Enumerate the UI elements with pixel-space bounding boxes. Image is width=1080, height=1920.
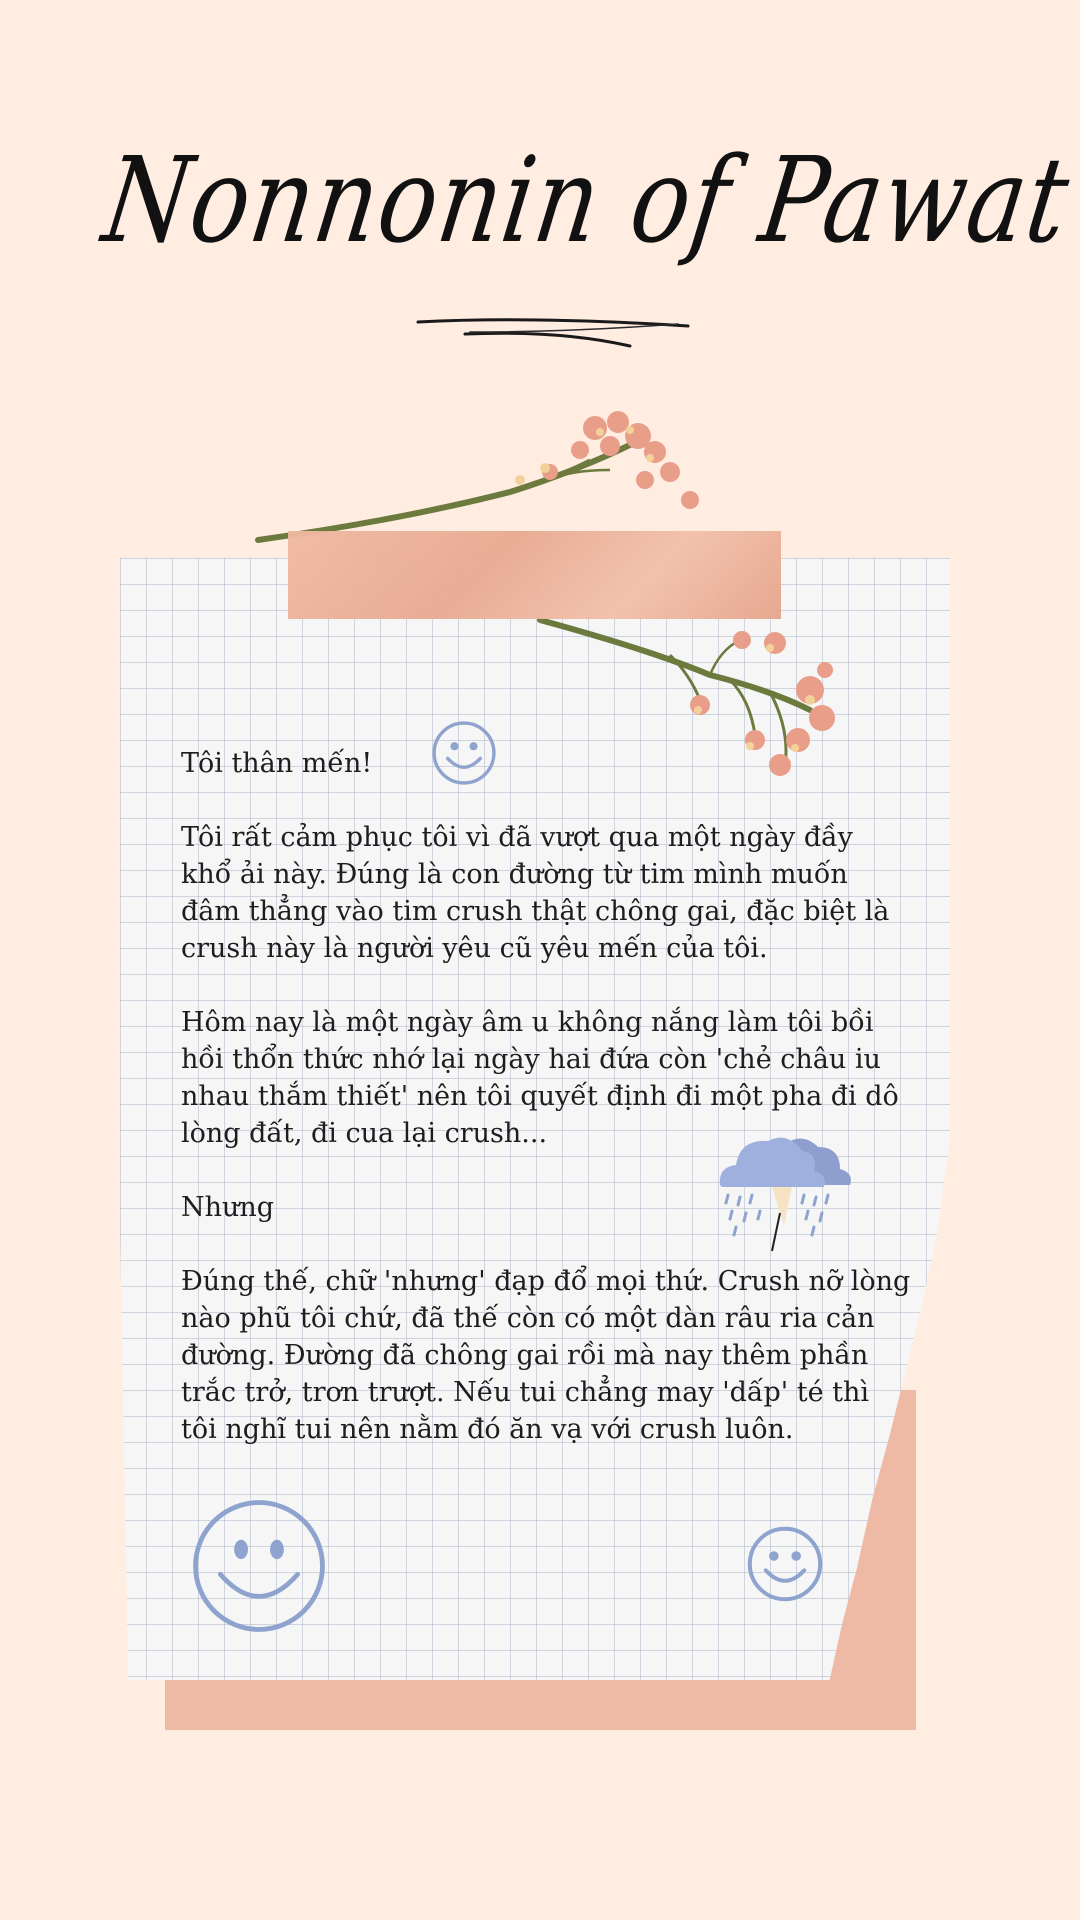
- letter-body: [181, 745, 911, 1485]
- title-block: [0, 110, 1080, 290]
- letter-paragraph: Đúng thế, chữ 'nhưng' đạp đổ mọi thứ. Crush nỡ lòng nào phũ tôi chứ, đã thế còn có một dàn râu ria cản đường. Đường đã chông gai rồi mà nay thêm phần trắc trở, trơn trượt. Nếu tui chẳng may 'dấp' té thì tôi nghĩ tui nên nằm đó ăn vạ với crush luôn.: [181, 1266, 911, 1445]
- tape: [288, 531, 781, 619]
- letter-paragraph: Tôi rất cảm phục tôi vì đã vượt qua một ngày đầy khổ ải này. Đúng là con đường từ tim mình muốn đâm thẳng vào tim crush thật chông gai, đặc biệt là crush này là người yêu cũ yêu mến của tôi.: [181, 822, 890, 964]
- letter-greeting: Tôi thân mến!: [181, 748, 373, 779]
- smiley-icon: [430, 719, 498, 787]
- rain-cloud-icon: [714, 1125, 858, 1260]
- smiley-icon: [190, 1497, 328, 1635]
- title-underline-icon: [410, 312, 700, 352]
- page-title: Nonnonin of Pawat: [95, 131, 1079, 269]
- letter-paragraph: Nhưng: [181, 1192, 275, 1223]
- letter-paragraph: Hôm nay là một ngày âm u không nắng làm tôi bồi hồi thổn thức nhớ lại ngày hai đứa còn 'chẻ châu iu nhau thắm thiết' nên tôi quyết định đi một pha đi dô lòng đất, đi cua lại crush...: [181, 1007, 899, 1149]
- smiley-icon: [745, 1524, 825, 1604]
